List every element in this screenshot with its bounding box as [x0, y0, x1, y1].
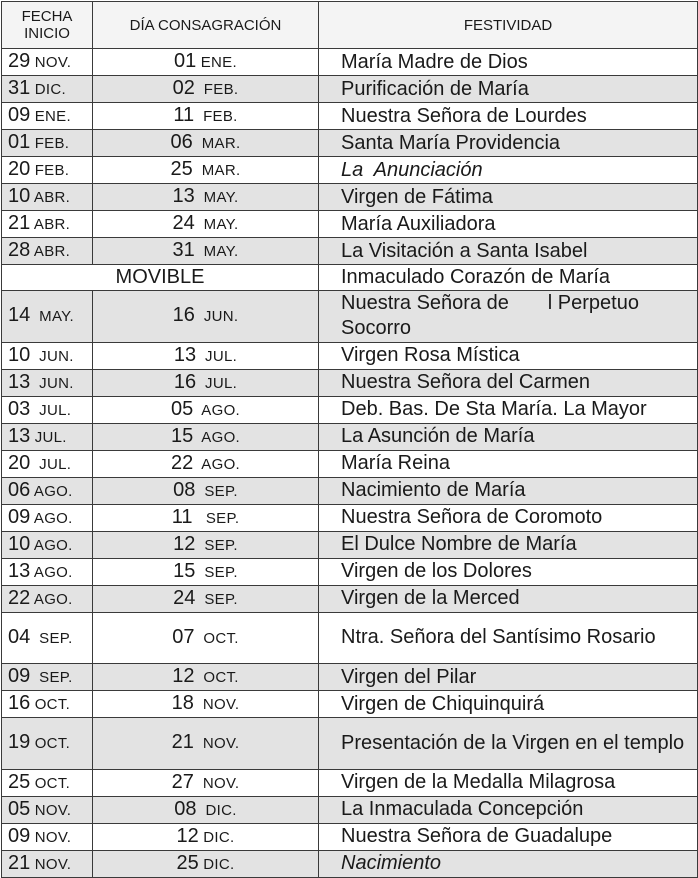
consecration-month: SEP. [195, 536, 238, 554]
consecration-date-cell [93, 211, 319, 238]
consecration-date-cell [93, 585, 319, 612]
consecration-date-cell [93, 342, 319, 369]
start-date-cell [2, 342, 93, 369]
consecration-date-cell [93, 238, 319, 265]
festivity-cell: Nuestra Señora de l Perpetuo Socorro [319, 291, 698, 343]
table-row [2, 211, 698, 238]
start-date-cell [2, 291, 93, 343]
start-day: 20 [8, 158, 31, 180]
header-start-line1: FECHA [21, 8, 73, 25]
festivity-cell: La Anunciación [319, 157, 698, 184]
festivity-cell: María Auxiliadora [319, 211, 698, 238]
consecration-month: JUN. [194, 308, 239, 326]
table-row [2, 76, 698, 103]
start-month: FEB. [30, 135, 70, 152]
consecration-month: MAY. [194, 216, 239, 233]
festivity-cell: Deb. Bas. De Sta María. La Mayor [319, 396, 698, 423]
start-date-cell [2, 369, 93, 396]
festivity-cell: Nacimiento de María [319, 477, 698, 504]
start-date-cell [2, 769, 93, 796]
start-month: NOV. [30, 855, 72, 873]
start-day: 06 [8, 478, 31, 501]
start-date-cell [2, 76, 93, 103]
consecration-month: MAR. [192, 162, 241, 179]
start-date-cell [2, 531, 93, 558]
consecration-date-cell [93, 291, 319, 343]
start-month: AGO. [30, 590, 73, 608]
table-row [2, 585, 698, 612]
start-date-cell [2, 612, 93, 664]
consecration-day: 13 [172, 185, 195, 207]
table-row [2, 769, 698, 796]
table-row [2, 103, 698, 130]
start-date-cell [2, 423, 93, 450]
start-date-cell [2, 796, 93, 823]
table-row [2, 664, 698, 691]
header-row [2, 2, 698, 49]
consecration-month: SEP. [195, 590, 238, 608]
consecration-date-cell [93, 612, 319, 664]
start-day: 19 [8, 731, 31, 754]
start-month: DIC. [30, 81, 66, 98]
consecration-date-cell [93, 369, 319, 396]
start-date-cell [2, 718, 93, 770]
consecration-date-cell [93, 850, 319, 877]
consecration-day: 22 [170, 451, 194, 474]
consecration-month: OCT. [194, 629, 239, 647]
start-day: 22 [8, 586, 31, 609]
start-month: SEP. [30, 669, 73, 686]
consecration-day: 21 [171, 731, 194, 754]
start-date-cell [2, 664, 93, 691]
start-day: 29 [8, 50, 31, 72]
consecration-date-cell [93, 718, 319, 770]
festivity-cell: Nuestra Señora de Lourdes [319, 103, 698, 130]
consecration-date-cell [93, 531, 319, 558]
start-day: 28 [8, 239, 31, 261]
consecration-date-cell [93, 396, 319, 423]
consecration-day: 15 [173, 559, 196, 582]
festivity-cell: Virgen Rosa Mística [319, 342, 698, 369]
consecration-date-cell [93, 504, 319, 531]
festivity-cell: Virgen del Pilar [319, 664, 698, 691]
festivity-cell: Ntra. Señora del Santísimo Rosario [319, 612, 698, 664]
table-row [2, 796, 698, 823]
consecration-day: 16 [172, 304, 195, 327]
start-month: JUN. [30, 374, 74, 392]
consecration-month: ENE. [196, 54, 237, 71]
start-month: AGO. [30, 509, 73, 527]
table-row [2, 612, 698, 664]
start-day: 04 [8, 625, 31, 648]
start-day: 03 [8, 397, 31, 420]
table-body [2, 49, 698, 878]
consecration-day: 25 [176, 851, 199, 874]
consecration-month: NOV. [193, 774, 240, 792]
start-day: 14 [8, 304, 31, 327]
consecration-date-cell [93, 423, 319, 450]
table-row [2, 157, 698, 184]
start-day: 01 [8, 131, 31, 153]
start-day: 13 [8, 424, 31, 447]
table-row [2, 184, 698, 211]
start-date-cell [2, 585, 93, 612]
consecration-day: 08 [173, 478, 196, 501]
start-month: OCT. [30, 735, 71, 753]
consecration-month: AGO. [193, 428, 241, 446]
start-day: 31 [8, 77, 31, 99]
start-date-cell [2, 558, 93, 585]
festivity-cell: Virgen de los Dolores [319, 558, 698, 585]
consecration-date-cell [93, 450, 319, 477]
consecration-month: AGO. [193, 401, 241, 419]
consecration-month: FEB. [194, 108, 238, 125]
consecration-month: FEB. [194, 81, 239, 98]
consecration-day: 08 [174, 797, 197, 820]
festivity-cell: Nuestra Señora de Coromoto [319, 504, 698, 531]
start-day: 09 [8, 505, 31, 528]
start-month: AGO. [30, 482, 73, 500]
movable-date-cell: MOVIBLE [2, 265, 319, 291]
festivity-cell: El Dulce Nombre de María [319, 531, 698, 558]
consecration-day: 11 [173, 104, 195, 126]
festivity-cell: Santa María Providencia [319, 130, 698, 157]
table-row [2, 49, 698, 76]
consecration-date-cell [93, 184, 319, 211]
header-start-date [2, 2, 93, 49]
consecration-month: SEP. [192, 509, 240, 527]
consecration-date-cell [93, 691, 319, 718]
festivity-cell: Nuestra Señora de Guadalupe [319, 823, 698, 850]
consecration-month: MAY. [194, 243, 239, 260]
start-date-cell [2, 396, 93, 423]
header-festivity: FESTIVIDAD [319, 2, 698, 49]
start-date-cell [2, 238, 93, 265]
start-month: SEP. [30, 629, 73, 647]
consecration-day: 13 [173, 343, 197, 366]
start-day: 21 [8, 851, 31, 874]
table-row [2, 369, 698, 396]
start-month: JUL. [30, 455, 72, 473]
consecration-date-cell [93, 49, 319, 76]
table-row [2, 850, 698, 877]
start-month: ENE. [30, 108, 71, 125]
start-day: 16 [8, 692, 31, 714]
start-month: OCT. [30, 774, 71, 792]
festivity-cell: María Madre de Dios [319, 49, 698, 76]
consecration-date-cell [93, 130, 319, 157]
table-row [2, 130, 698, 157]
consecration-month: MAR. [192, 135, 241, 152]
consecration-day: 15 [170, 424, 194, 447]
consecration-day: 12 [176, 824, 199, 847]
marian-feasts-table [1, 1, 698, 878]
consecration-day: 25 [170, 158, 193, 180]
consecration-month: NOV. [193, 696, 240, 713]
consecration-date-cell [93, 103, 319, 130]
start-day: 25 [8, 770, 31, 793]
festivity-cell: Virgen de Chiquinquirá [319, 691, 698, 718]
start-month: ABR. [30, 243, 71, 260]
consecration-month: DIC. [198, 828, 235, 846]
festivity-cell: Nacimiento [319, 850, 698, 877]
festivity-cell: Purificación de María [319, 76, 698, 103]
consecration-date-cell [93, 157, 319, 184]
consecration-day: 24 [172, 212, 195, 234]
consecration-day: 06 [170, 131, 193, 153]
header-consecration-day: DÍA CONSAGRACIÓN [93, 2, 319, 49]
consecration-day: 24 [173, 586, 196, 609]
start-date-cell [2, 157, 93, 184]
consecration-date-cell [93, 769, 319, 796]
start-day: 10 [8, 343, 31, 366]
start-day: 13 [8, 559, 31, 582]
start-month: AGO. [30, 563, 73, 581]
table-row [2, 265, 698, 291]
festivity-cell: La Inmaculada Concepción [319, 796, 698, 823]
festivity-cell: Virgen de Fátima [319, 184, 698, 211]
start-month: OCT. [30, 696, 71, 713]
start-date-cell [2, 450, 93, 477]
table-row [2, 291, 698, 343]
consecration-month: NOV. [193, 735, 240, 753]
festivity-cell: Virgen de la Merced [319, 585, 698, 612]
consecration-day: 12 [172, 665, 195, 687]
festivity-cell: Virgen de la Medalla Milagrosa [319, 769, 698, 796]
start-date-cell [2, 850, 93, 877]
festivity-cell: La Asunción de María [319, 423, 698, 450]
consecration-day: 12 [173, 532, 196, 555]
start-month: JUN. [30, 347, 74, 365]
start-day: 09 [8, 104, 31, 126]
consecration-date-cell [93, 664, 319, 691]
start-date-cell [2, 184, 93, 211]
start-day: 21 [8, 212, 31, 234]
start-month: MAY. [30, 308, 75, 326]
start-month: NOV. [30, 801, 72, 819]
start-month: NOV. [30, 828, 72, 846]
festivity-cell: Nuestra Señora del Carmen [319, 369, 698, 396]
start-date-cell [2, 211, 93, 238]
start-day: 09 [8, 824, 31, 847]
start-day: 05 [8, 797, 31, 820]
festivity-cell: Presentación de la Virgen en el templo [319, 718, 698, 770]
start-month: ABR. [30, 189, 71, 206]
start-date-cell [2, 49, 93, 76]
table-row [2, 396, 698, 423]
table-row [2, 504, 698, 531]
consecration-day: 31 [172, 239, 195, 261]
consecration-day: 05 [170, 397, 194, 420]
start-day: 09 [8, 665, 31, 687]
consecration-month: DIC. [198, 855, 235, 873]
start-date-cell [2, 691, 93, 718]
consecration-date-cell [93, 76, 319, 103]
start-month: ABR. [30, 216, 71, 233]
start-day: 13 [8, 370, 31, 393]
consecration-day: 07 [172, 625, 195, 648]
consecration-day: 01 [174, 50, 197, 72]
table-row [2, 477, 698, 504]
festivity-cell: Inmaculado Corazón de María [319, 265, 698, 291]
table-row [2, 531, 698, 558]
festivity-cell: María Reina [319, 450, 698, 477]
start-month: JUL. [30, 401, 72, 419]
consecration-day: 02 [172, 77, 195, 99]
start-month: NOV. [30, 54, 72, 71]
start-date-cell [2, 130, 93, 157]
start-day: 20 [8, 451, 31, 474]
start-date-cell [2, 504, 93, 531]
consecration-month: SEP. [195, 563, 238, 581]
table-row [2, 450, 698, 477]
consecration-day: 27 [171, 770, 194, 793]
consecration-date-cell [93, 558, 319, 585]
consecration-month: MAY. [194, 189, 239, 206]
header-start-line2: INICIO [24, 25, 70, 42]
consecration-month: JUL. [196, 374, 238, 392]
consecration-month: JUL. [196, 347, 238, 365]
table-row [2, 342, 698, 369]
start-day: 10 [8, 532, 31, 555]
start-month: FEB. [30, 162, 70, 179]
consecration-day: 11 [171, 505, 193, 528]
consecration-month: SEP. [195, 482, 238, 500]
table-row [2, 423, 698, 450]
start-month: AGO. [30, 536, 73, 554]
table-row [2, 691, 698, 718]
table-row [2, 558, 698, 585]
table-row [2, 238, 698, 265]
consecration-month: OCT. [194, 669, 239, 686]
festivity-cell: La Visitación a Santa Isabel [319, 238, 698, 265]
consecration-date-cell [93, 796, 319, 823]
consecration-month: AGO. [193, 455, 241, 473]
consecration-date-cell [93, 477, 319, 504]
consecration-month: DIC. [196, 801, 237, 819]
consecration-day: 18 [171, 692, 194, 714]
table-row [2, 718, 698, 770]
start-date-cell [2, 103, 93, 130]
start-month: JUL. [30, 428, 67, 446]
consecration-day: 16 [173, 370, 197, 393]
start-date-cell [2, 477, 93, 504]
start-day: 10 [8, 185, 31, 207]
